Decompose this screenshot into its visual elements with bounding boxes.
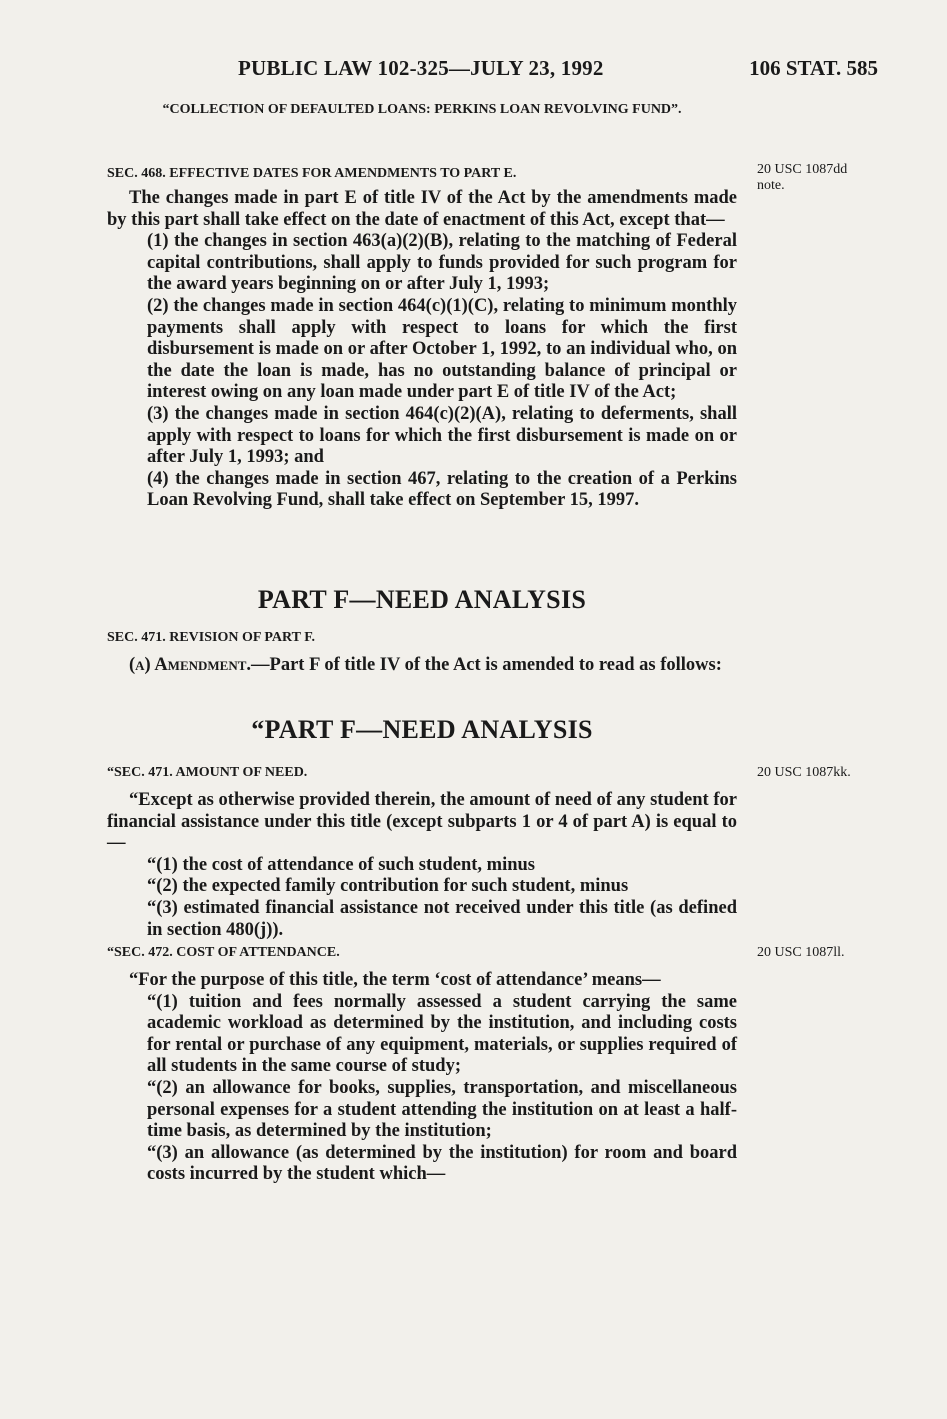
sec-468-item-4: (4) the changes made in section 467, relating to the creation of a Perkins Loan Revolving Fund, shall take effect on September 15, 1997. [147,468,737,511]
sec-471-body [107,790,737,941]
collection-title: “COLLECTION OF DEFAULTED LOANS: PERKINS LOAN REVOLVING FUND”. [162,102,682,117]
sec-471-revision-heading: SEC. 471. REVISION OF PART F. [107,630,315,645]
sec-471-margin-note: 20 USC 1087kk. [757,765,851,780]
sec-472-body [107,970,737,1186]
sec-471-revision-body [107,655,737,677]
sec-468-body [107,188,737,512]
sec-472-item-3: “(3) an allowance (as determined by the institution) for room and board costs incurred by the student which— [147,1142,737,1185]
sec-472-heading: “SEC. 472. COST OF ATTENDANCE. [107,945,340,960]
sec-468-item-1: (1) the changes in section 463(a)(2)(B), relating to the matching of Federal capital contributions, shall apply to funds provided for such program for the award years beginning on or after July 1, 1993; [147,231,737,295]
sec-468-item-2: (2) the changes made in section 464(c)(1)(C), relating to minimum monthly payments shall apply with respect to loans for which the first disbursement is made on or after October 1, 1992, to an individual who, on the date the loan is made, has no outstanding balance of principal or interest owing on any loan made under part E of title IV of the Act; [147,295,737,403]
amendment-label: (a) Amendment. [129,655,252,675]
sec-468-intro: The changes made in part E of title IV of the Act by the amendments made by this part shall take effect on the date of enactment of this Act, except that— [107,188,737,230]
part-f-quoted-title: “PART F—NEED ANALYSIS [251,715,593,744]
sec-471-item-3: “(3) estimated financial assistance not received under this title (as defined in section 480(j)). [147,897,737,940]
part-f-title: PART F—NEED ANALYSIS [257,585,587,614]
sec-471-intro: “Except as otherwise provided therein, the amount of need of any student for financial assistance under this title (except subparts 1 or 4 of part A) is equal to— [107,790,737,854]
amendment-text: —Part F of title IV of the Act is amended to read as follows: [251,655,722,675]
sec-472-intro: “For the purpose of this title, the term ‘cost of attendance’ means— [129,970,661,990]
stat-page-number: 106 STAT. 585 [749,56,878,80]
sec-471-item-2: “(2) the expected family contribution for such student, minus [147,876,629,897]
running-head: PUBLIC LAW 102-325—JULY 23, 1992 [238,56,604,80]
sec-468-margin-note: 20 USC 1087dd note. [757,162,848,193]
sec-471-heading: “SEC. 471. AMOUNT OF NEED. [107,765,308,780]
sec-468-heading: SEC. 468. EFFECTIVE DATES FOR AMENDMENTS TO PART E. [107,166,517,181]
sec-468-item-3: (3) the changes made in section 464(c)(2)(A), relating to deferments, shall apply with respect to loans for which the first disbursement is made on or after July 1, 1993; and [147,403,737,468]
sec-472-item-2: “(2) an allowance for books, supplies, transportation, and miscellaneous personal expenses for a student attending the institution on at least a half-time basis, as determined by the institution; [147,1077,737,1142]
sec-472-item-1: “(1) tuition and fees normally assessed a student carrying the same academic workload as determined by the institution, and including costs for rental or purchase of any equipment, materials, or supplies required of all students in the same course of study; [147,991,737,1077]
sec-471-item-1: “(1) the cost of attendance of such student, minus [147,854,535,875]
sec-472-margin-note: 20 USC 1087ll. [757,945,845,960]
